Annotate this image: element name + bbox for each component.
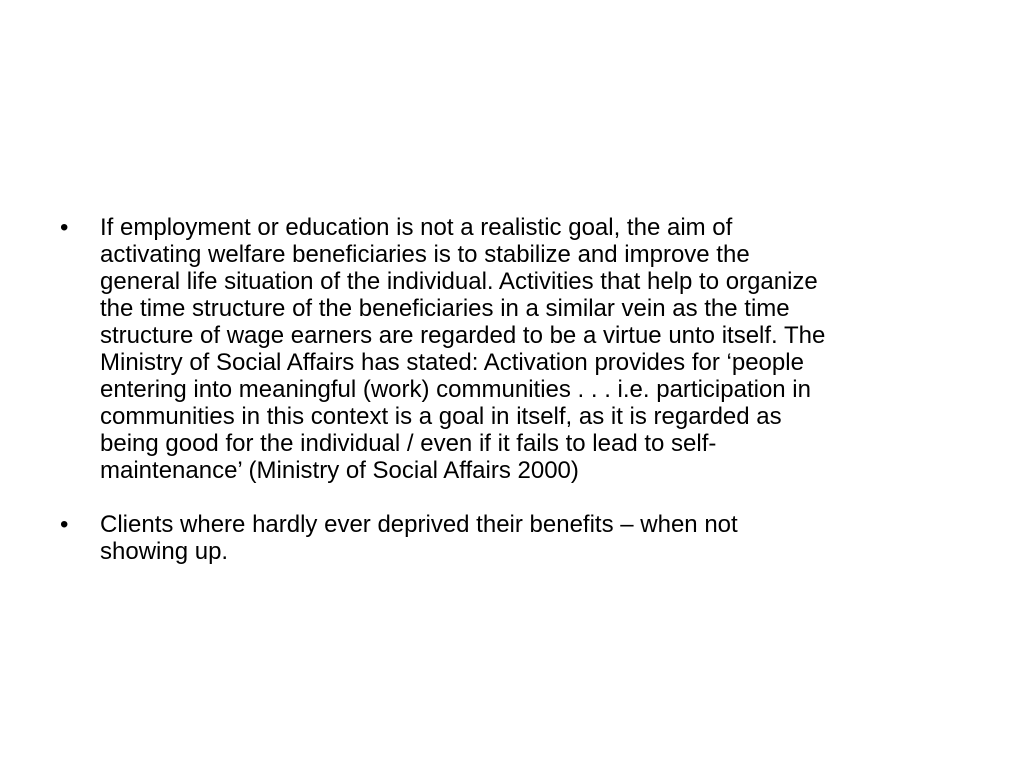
- bullet-line: structure of wage earners are regarded to be a virtue unto itself. The: [100, 322, 826, 349]
- bullet-line: maintenance’ (Ministry of Social Affairs 2000): [100, 457, 579, 484]
- bullet-list: [58, 214, 968, 592]
- bullet-item-clients: [58, 511, 968, 565]
- bullet-line: Clients where hardly ever deprived their benefits – when not: [100, 511, 738, 538]
- bullet-line: activating welfare beneficiaries is to stabilize and improve the: [100, 241, 750, 268]
- bullet-line: Ministry of Social Affairs has stated: Activation provides for ‘people: [100, 349, 804, 376]
- bullet-item-activation: [58, 214, 968, 484]
- bullet-marker: •: [60, 214, 69, 241]
- bullet-line: showing up.: [100, 538, 229, 565]
- bullet-line: communities in this context is a goal in itself, as it is regarded as: [100, 403, 782, 430]
- bullet-line: If employment or education is not a realistic goal, the aim of: [100, 214, 733, 241]
- bullet-line: entering into meaningful (work) communities . . . i.e. participation in: [100, 376, 811, 403]
- bullet-marker: •: [60, 511, 69, 538]
- bullet-line: the time structure of the beneficiaries in a similar vein as the time: [100, 295, 790, 322]
- bullet-line: general life situation of the individual. Activities that help to organize: [100, 268, 818, 295]
- bullet-line: being good for the individual / even if it fails to lead to self-: [100, 430, 717, 457]
